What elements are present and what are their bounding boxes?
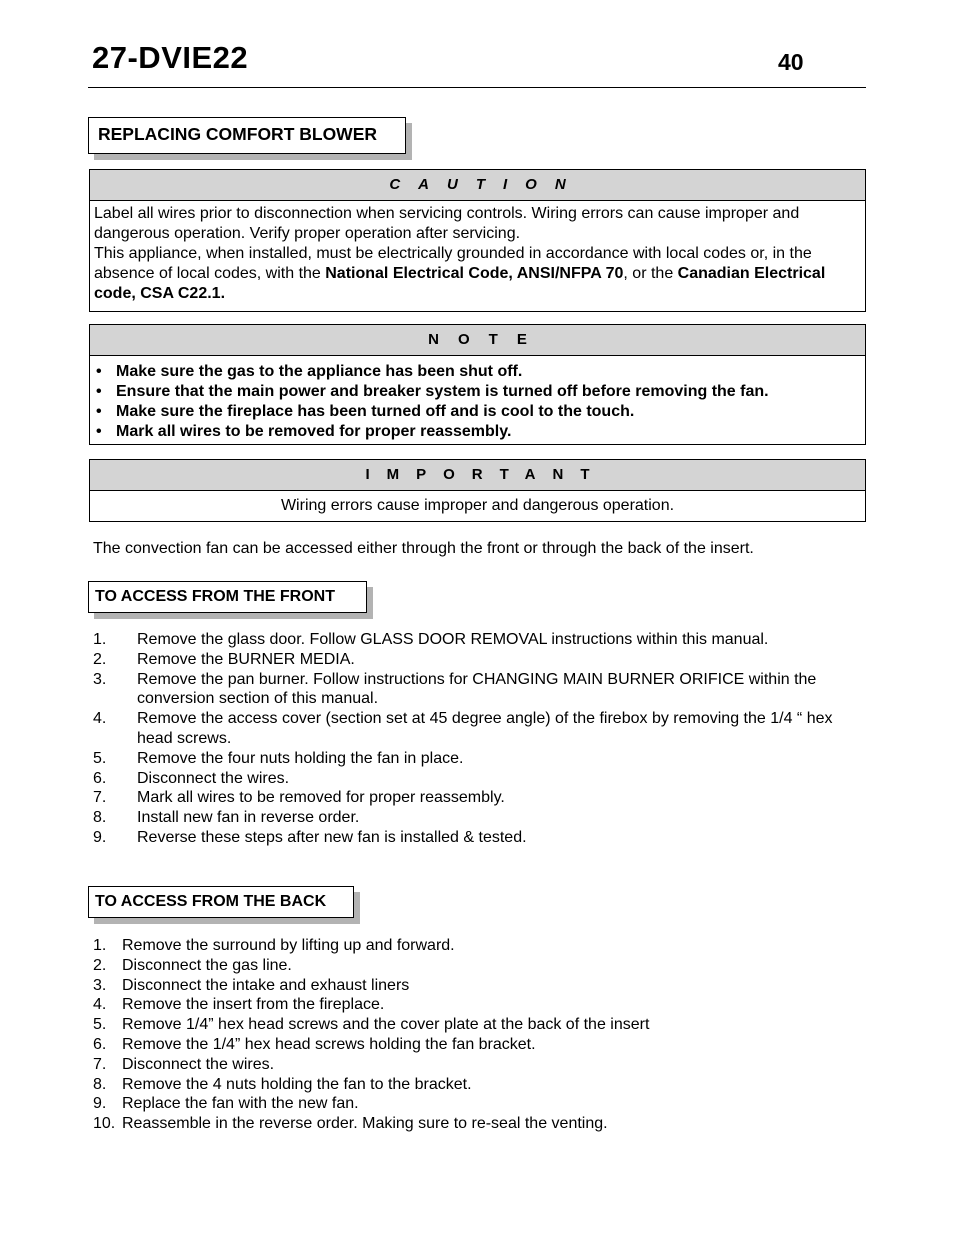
intro-paragraph: The convection fan can be accessed either through the front or through the back of the insert. [93, 540, 754, 557]
step-text: Disconnect the intake and exhaust liners [122, 976, 410, 994]
caution-text-1: Label all wires prior to disconnection when servicing controls. Wiring errors can cause improper and dangerous operation. Verify proper operation after servicing. [94, 205, 800, 242]
step-text: Disconnect the gas line. [122, 956, 292, 974]
step-number: 1. [93, 631, 107, 648]
step-text: Remove the four nuts holding the fan in place. [137, 749, 464, 767]
note-item: • Ensure that the main power and breaker system is turned off before removing the fan. [94, 382, 861, 402]
step-text: Reassemble in the reverse order. Making sure to re-seal the venting. [122, 1115, 608, 1133]
step-number: 7. [93, 789, 107, 807]
step-text: Disconnect the wires. [122, 1055, 275, 1073]
list-item [93, 670, 863, 710]
step-text: Remove the surround by lifting up and forward. [122, 937, 455, 954]
step-text: Remove the access cover (section set at 45 degree angle) of the firebox by removing the 1/4 “ hex head screws. [137, 710, 833, 747]
step-number: 10. [93, 1115, 116, 1133]
step-number: 6. [93, 769, 107, 787]
list-item [93, 749, 863, 769]
important-text: Wiring errors cause improper and dangerous operation. [280, 497, 675, 514]
important-panel [89, 459, 866, 522]
step-text: Remove the BURNER MEDIA. [137, 650, 355, 668]
step-text: Disconnect the wires. [137, 769, 290, 787]
list-item [93, 709, 863, 749]
important-heading: IMPORTANT [90, 460, 865, 491]
step-number: 9. [93, 828, 107, 846]
step-number: 4. [93, 710, 107, 728]
caution-panel [89, 169, 866, 312]
step-text: Remove the 4 nuts holding the fan to the bracket. [122, 1075, 472, 1093]
document-title: 27-DVIE22 [92, 40, 249, 75]
caution-heading: CAUTION [90, 170, 865, 201]
list-item [93, 956, 863, 976]
section-heading-replacing-comfort-blower: REPLACING COMFORT BLOWER [88, 117, 406, 154]
list-item [93, 769, 863, 789]
step-number: 7. [93, 1055, 107, 1073]
step-number: 2. [93, 956, 107, 974]
step-number: 5. [93, 749, 107, 767]
note-panel [89, 324, 866, 445]
section-heading-access-back: TO ACCESS FROM THE BACK [88, 886, 354, 918]
front-steps-list [93, 630, 863, 848]
list-item [93, 1114, 863, 1134]
section-heading-access-front: TO ACCESS FROM THE FRONT [88, 581, 367, 613]
list-item [93, 1055, 863, 1075]
step-number: 1. [93, 937, 107, 954]
list-item [93, 976, 863, 996]
list-item [93, 630, 863, 650]
list-item [93, 1094, 863, 1114]
step-number: 2. [93, 650, 107, 668]
step-text: Replace the fan with the new fan. [122, 1095, 359, 1113]
list-item [93, 995, 863, 1015]
note-item: • Make sure the fireplace has been turned off and is cool to the touch. [94, 402, 861, 422]
list-item [93, 788, 863, 808]
list-item [93, 936, 863, 956]
caution-text-2b: , or the [623, 265, 678, 282]
step-number: 3. [93, 976, 107, 994]
list-item [93, 1035, 863, 1055]
header-divider [88, 87, 866, 88]
step-text: Remove the glass door. Follow GLASS DOOR REMOVAL instructions within this manual. [137, 631, 769, 648]
step-number: 9. [93, 1095, 107, 1113]
note-item: • Make sure the gas to the appliance has been shut off. [94, 362, 861, 382]
back-steps-list [93, 936, 863, 1134]
note-body [90, 356, 865, 442]
step-text: Mark all wires to be removed for proper reassembly. [137, 789, 505, 807]
caution-nec-reference: National Electrical Code, ANSI/NFPA 70 [325, 265, 624, 282]
step-text: Remove the pan burner. Follow instructions for CHANGING MAIN BURNER ORIFICE within the conversion section of this manual. [137, 670, 817, 708]
caution-csa-reference: Canadian Electrical code, CSA C22.1. [94, 265, 826, 302]
list-item [93, 808, 863, 828]
list-item [93, 1015, 863, 1035]
page-number: 40 [778, 49, 804, 75]
step-number: 8. [93, 1075, 107, 1093]
step-text: Install new fan in reverse order. [137, 809, 360, 827]
caution-text-2 [94, 244, 861, 304]
list-item [93, 650, 863, 670]
step-text: Reverse these steps after new fan is installed & tested. [137, 828, 527, 846]
list-item [93, 1075, 863, 1095]
note-list [94, 360, 861, 442]
caution-text-2a: This appliance, when installed, must be electrically grounded in accordance with local codes or, in the absence of local codes, with the [94, 245, 812, 282]
step-text: Remove the 1/4” hex head screws holding the fan bracket. [122, 1035, 536, 1053]
step-number: 4. [93, 996, 107, 1014]
step-number: 6. [93, 1035, 107, 1053]
caution-body [90, 201, 865, 308]
list-item [93, 828, 863, 848]
step-text: Remove 1/4” hex head screws and the cover plate at the back of the insert [122, 1016, 650, 1034]
step-number: 8. [93, 809, 107, 827]
step-text: Remove the insert from the fireplace. [122, 996, 385, 1014]
step-number: 5. [93, 1016, 107, 1034]
note-heading: NOTE [90, 325, 865, 356]
step-number: 3. [93, 670, 107, 688]
note-item: • Mark all wires to be removed for proper reassembly. [94, 422, 861, 442]
